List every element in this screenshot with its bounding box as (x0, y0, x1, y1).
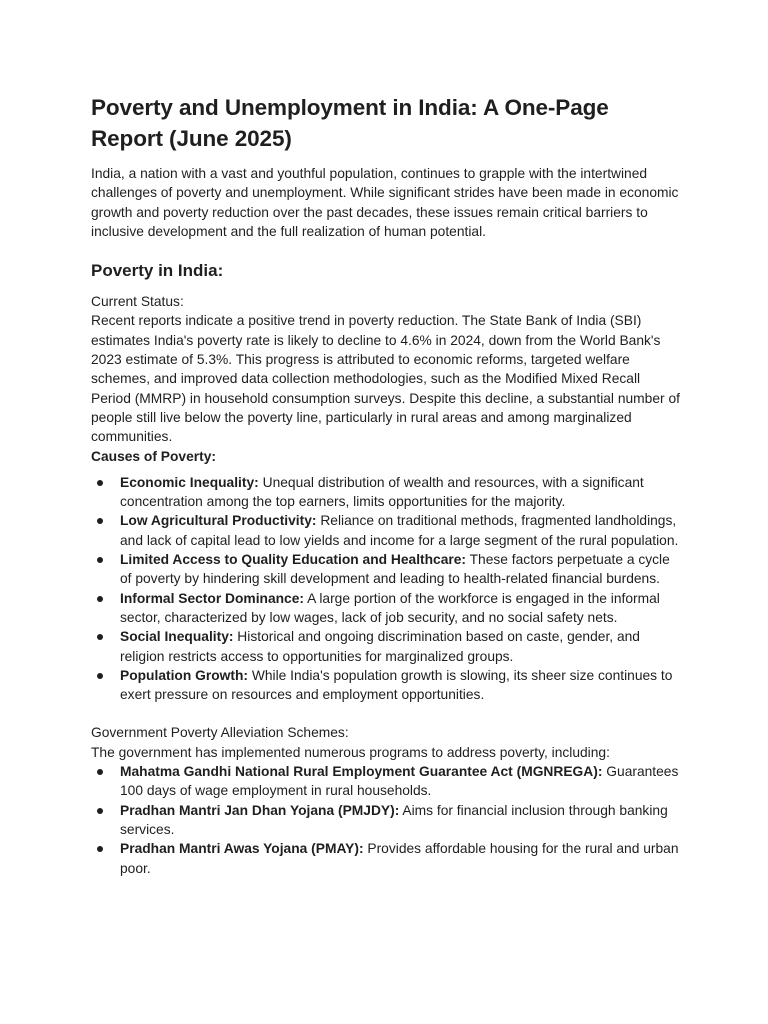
list-item (91, 762, 681, 801)
schemes-list (91, 762, 681, 878)
list-item (91, 589, 681, 628)
item-term: Informal Sector Dominance: (120, 590, 304, 606)
item-text: While India's population growth is slowing, its sheer size continues to exert pressure on resources and employment opportunities. (120, 667, 673, 703)
bullet-icon (97, 808, 103, 814)
item-text: Provides affordable housing for the rural and urban poor. (120, 841, 679, 876)
list-item (91, 473, 681, 512)
document-page (91, 92, 681, 878)
item-term: Economic Inequality: (120, 474, 259, 490)
bullet-icon (97, 634, 103, 640)
causes-list (91, 473, 681, 705)
item-term: Population Growth: (120, 667, 248, 683)
item-text: These factors perpetuate a cycle of poverty by hindering skill development and leading to health-related financial burdens. (120, 552, 670, 587)
bullet-icon (97, 596, 103, 602)
bullet-icon (97, 480, 103, 486)
schemes-intro: The government has implemented numerous programs to address poverty, including: (91, 744, 610, 760)
current-status-label: Current Status: (91, 294, 184, 310)
poverty-heading: Poverty in India: (91, 261, 224, 281)
list-item (91, 839, 681, 878)
list-item (91, 801, 681, 840)
bullet-icon (97, 673, 103, 679)
bullet-icon (97, 769, 103, 775)
item-text: Guarantees 100 days of wage employment in rural households. (120, 764, 679, 799)
item-term: Mahatma Gandhi National Rural Employment Guarantee Act (MGNREGA): (120, 764, 603, 780)
item-text: Reliance on traditional methods, fragmented landholdings, and lack of capital lead to low yields and income for a large segment of the rural population. (120, 513, 679, 548)
item-text: A large portion of the workforce is engaged in the informal sector, characterized by low wages, lack of job security, and no social safety nets. (120, 590, 660, 625)
causes-label: Causes of Poverty: (91, 448, 216, 464)
list-item (91, 550, 681, 589)
item-text: Historical and ongoing discrimination based on caste, gender, and religion restricts access to opportunities for marginalized groups. (120, 629, 640, 664)
item-term: Pradhan Mantri Awas Yojana (PMAY): (120, 841, 364, 857)
item-text: Aims for financial inclusion through banking services. (120, 802, 668, 837)
list-item (91, 666, 681, 705)
schemes-label: Government Poverty Alleviation Schemes: (91, 725, 349, 741)
item-text: Unequal distribution of wealth and resources, with a significant concentration among the top earners, limits opportunities for the majority. (120, 474, 644, 510)
item-term: Low Agricultural Productivity: (120, 513, 317, 529)
bullet-icon (97, 557, 103, 563)
list-item (91, 627, 681, 666)
item-term: Social Inequality: (120, 629, 234, 645)
item-term: Pradhan Mantri Jan Dhan Yojana (PMJDY): (120, 802, 400, 818)
bullet-icon (97, 518, 103, 524)
bullet-icon (97, 846, 103, 852)
list-item (91, 511, 681, 550)
item-term: Limited Access to Quality Education and Healthcare: (120, 552, 467, 568)
report-title: Poverty and Unemployment in India: A One-Page Report (June 2025) (91, 95, 609, 151)
current-status-text: Recent reports indicate a positive trend in poverty reduction. The State Bank of India (SBI) estimates India's poverty rate is likely to decline to 4.6% in 2024, down from the World Bank's 2023 estimate of 5.3%. This progress is attributed to economic reforms, targeted welfare schemes, and improved data collection methodologies, such as the Modified Mixed Recall Period (MMRP) in household consumption surveys. Despite this decline, a substantial number of people still live below the poverty line, particularly in rural areas and among marginalized communities. (91, 313, 680, 445)
intro-paragraph: India, a nation with a vast and youthful population, continues to grapple with the intertwined challenges of poverty and unemployment. While significant strides have been made in economic growth and poverty reduction over the past decades, these issues remain critical barriers to inclusive development and the full realization of human potential. (91, 166, 679, 239)
